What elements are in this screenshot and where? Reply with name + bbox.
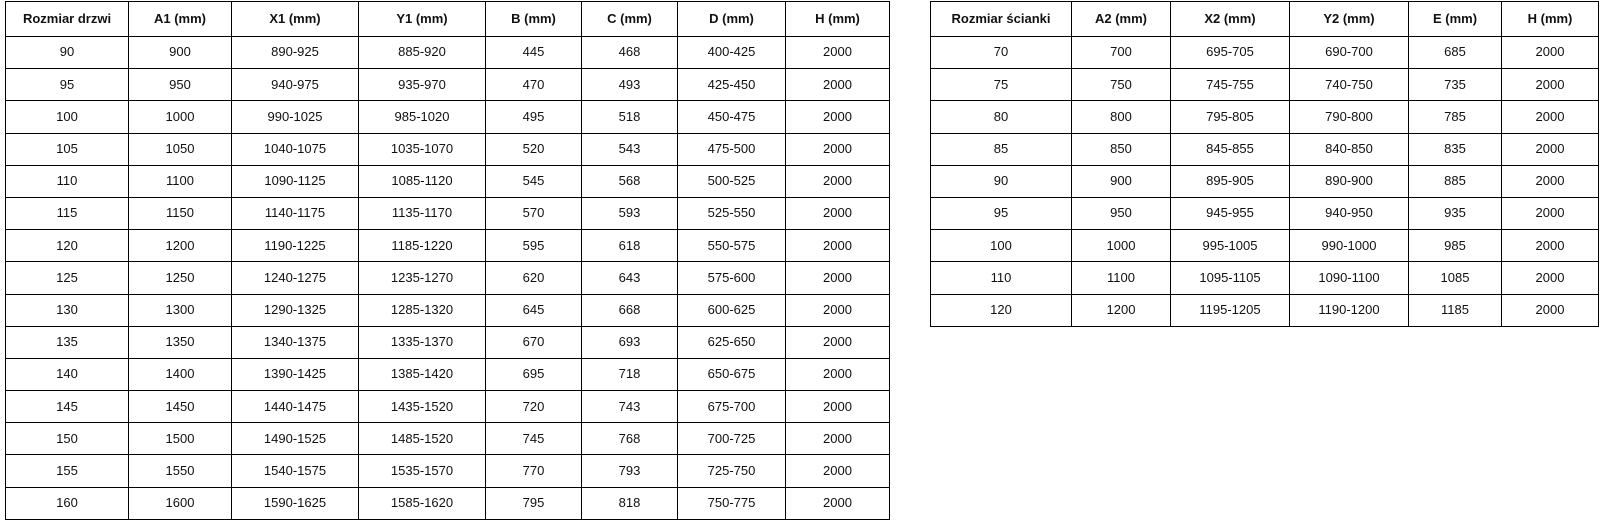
cell: 1250 (129, 262, 232, 294)
cell: 95 (6, 69, 129, 101)
table-header-row (931, 2, 1599, 37)
cell: 743 (582, 391, 678, 423)
cell: 735 (1409, 69, 1502, 101)
walls-table-header (931, 2, 1599, 37)
doors-table-body (6, 37, 890, 520)
cell: 950 (129, 69, 232, 101)
cell: 670 (486, 326, 582, 358)
cell: 885-920 (359, 37, 486, 69)
cell: 795-805 (1171, 101, 1290, 133)
cell: 155 (6, 455, 129, 487)
walls-table-body (931, 37, 1599, 327)
cell: 900 (129, 37, 232, 69)
cell: 1535-1570 (359, 455, 486, 487)
cell: 740-750 (1290, 69, 1409, 101)
cell: 2000 (786, 133, 890, 165)
cell: 835 (1409, 133, 1502, 165)
cell: 1035-1070 (359, 133, 486, 165)
cell: 890-900 (1290, 165, 1409, 197)
table-row (931, 69, 1599, 101)
cell: 935 (1409, 197, 1502, 229)
cell: 495 (486, 101, 582, 133)
cell: 1285-1320 (359, 294, 486, 326)
table-row (6, 69, 890, 101)
cell: 1300 (129, 294, 232, 326)
cell: 645 (486, 294, 582, 326)
doors-table-header (6, 2, 890, 37)
cell: 2000 (1502, 294, 1599, 326)
cell: 1190-1225 (232, 230, 359, 262)
cell: 85 (931, 133, 1072, 165)
cell: 105 (6, 133, 129, 165)
cell: 745-755 (1171, 69, 1290, 101)
table-row (6, 455, 890, 487)
cell: 900 (1072, 165, 1171, 197)
cell: 1400 (129, 358, 232, 390)
cell: 1150 (129, 197, 232, 229)
cell: 1385-1420 (359, 358, 486, 390)
cell: 593 (582, 197, 678, 229)
cell: 2000 (1502, 262, 1599, 294)
cell: 940-975 (232, 69, 359, 101)
cell: 145 (6, 391, 129, 423)
cell: 75 (931, 69, 1072, 101)
cell: 450-475 (678, 101, 786, 133)
cell: 2000 (786, 294, 890, 326)
cell: 1450 (129, 391, 232, 423)
cell: 2000 (786, 165, 890, 197)
cell: 1090-1100 (1290, 262, 1409, 294)
cell: 1435-1520 (359, 391, 486, 423)
cell: 1290-1325 (232, 294, 359, 326)
cell: 1440-1475 (232, 391, 359, 423)
cell: 1585-1620 (359, 487, 486, 519)
cell: 620 (486, 262, 582, 294)
column-header-x2: X2 (mm) (1171, 2, 1290, 37)
cell: 1040-1075 (232, 133, 359, 165)
cell: 493 (582, 69, 678, 101)
cell: 750 (1072, 69, 1171, 101)
cell: 1100 (1072, 262, 1171, 294)
cell: 718 (582, 358, 678, 390)
cell: 700 (1072, 37, 1171, 69)
cell: 1600 (129, 487, 232, 519)
cell: 140 (6, 358, 129, 390)
walls-dimensions-table (930, 1, 1599, 327)
cell: 1000 (1072, 230, 1171, 262)
cell: 795 (486, 487, 582, 519)
cell: 95 (931, 197, 1072, 229)
table-row (6, 294, 890, 326)
cell: 575-600 (678, 262, 786, 294)
cell: 1050 (129, 133, 232, 165)
cell: 543 (582, 133, 678, 165)
table-header-row (6, 2, 890, 37)
cell: 618 (582, 230, 678, 262)
cell: 120 (6, 230, 129, 262)
cell: 1335-1370 (359, 326, 486, 358)
column-header-rozmiar-drzwi: Rozmiar drzwi (6, 2, 129, 37)
cell: 1190-1200 (1290, 294, 1409, 326)
cell: 2000 (786, 37, 890, 69)
cell: 935-970 (359, 69, 486, 101)
cell: 840-850 (1290, 133, 1409, 165)
cell: 2000 (786, 358, 890, 390)
column-header-d: D (mm) (678, 2, 786, 37)
cell: 720 (486, 391, 582, 423)
cell: 1085 (1409, 262, 1502, 294)
cell: 1185-1220 (359, 230, 486, 262)
cell: 130 (6, 294, 129, 326)
cell: 668 (582, 294, 678, 326)
cell: 100 (931, 230, 1072, 262)
cell: 700-725 (678, 423, 786, 455)
table-row (6, 165, 890, 197)
cell: 990-1025 (232, 101, 359, 133)
cell: 115 (6, 197, 129, 229)
cell: 550-575 (678, 230, 786, 262)
table-row (6, 391, 890, 423)
cell: 2000 (1502, 165, 1599, 197)
table-row (931, 197, 1599, 229)
table-row (931, 165, 1599, 197)
column-header-e: E (mm) (1409, 2, 1502, 37)
table-row (6, 37, 890, 69)
cell: 770 (486, 455, 582, 487)
cell: 570 (486, 197, 582, 229)
column-header-a2: A2 (mm) (1072, 2, 1171, 37)
column-header-rozmiar-scianki: Rozmiar ścianki (931, 2, 1072, 37)
cell: 2000 (786, 326, 890, 358)
cell: 945-955 (1171, 197, 1290, 229)
cell: 1000 (129, 101, 232, 133)
cell: 1235-1270 (359, 262, 486, 294)
cell: 425-450 (678, 69, 786, 101)
table-row (6, 358, 890, 390)
cell: 2000 (786, 423, 890, 455)
column-header-h: H (mm) (786, 2, 890, 37)
cell: 940-950 (1290, 197, 1409, 229)
table-row (6, 133, 890, 165)
cell: 985 (1409, 230, 1502, 262)
table-row (931, 294, 1599, 326)
cell: 990-1000 (1290, 230, 1409, 262)
cell: 135 (6, 326, 129, 358)
cell: 1340-1375 (232, 326, 359, 358)
cell: 1140-1175 (232, 197, 359, 229)
doors-dimensions-table (5, 1, 890, 520)
cell: 950 (1072, 197, 1171, 229)
cell: 2000 (786, 487, 890, 519)
cell: 475-500 (678, 133, 786, 165)
cell: 790-800 (1290, 101, 1409, 133)
cell: 750-775 (678, 487, 786, 519)
cell: 745 (486, 423, 582, 455)
column-header-y1: Y1 (mm) (359, 2, 486, 37)
cell: 125 (6, 262, 129, 294)
cell: 793 (582, 455, 678, 487)
table-row (6, 230, 890, 262)
cell: 1200 (129, 230, 232, 262)
cell: 90 (931, 165, 1072, 197)
table-row (931, 37, 1599, 69)
walls-dimensions-table-wrapper (930, 1, 1599, 327)
column-header-b: B (mm) (486, 2, 582, 37)
column-header-h: H (mm) (1502, 2, 1599, 37)
table-row (6, 262, 890, 294)
cell: 818 (582, 487, 678, 519)
cell: 695 (486, 358, 582, 390)
cell: 985-1020 (359, 101, 486, 133)
cell: 643 (582, 262, 678, 294)
table-row (6, 423, 890, 455)
column-header-a1: A1 (mm) (129, 2, 232, 37)
cell: 650-675 (678, 358, 786, 390)
cell: 1350 (129, 326, 232, 358)
cell: 1095-1105 (1171, 262, 1290, 294)
cell: 160 (6, 487, 129, 519)
table-row (6, 101, 890, 133)
cell: 685 (1409, 37, 1502, 69)
cell: 2000 (786, 230, 890, 262)
cell: 2000 (1502, 230, 1599, 262)
cell: 1540-1575 (232, 455, 359, 487)
cell: 1490-1525 (232, 423, 359, 455)
cell: 2000 (1502, 69, 1599, 101)
cell: 690-700 (1290, 37, 1409, 69)
cell: 2000 (1502, 37, 1599, 69)
column-header-x1: X1 (mm) (232, 2, 359, 37)
cell: 2000 (1502, 197, 1599, 229)
cell: 600-625 (678, 294, 786, 326)
cell: 2000 (786, 262, 890, 294)
cell: 800 (1072, 101, 1171, 133)
cell: 90 (6, 37, 129, 69)
cell: 693 (582, 326, 678, 358)
table-row (931, 101, 1599, 133)
cell: 568 (582, 165, 678, 197)
cell: 675-700 (678, 391, 786, 423)
cell: 695-705 (1171, 37, 1290, 69)
cell: 2000 (786, 391, 890, 423)
table-row (931, 262, 1599, 294)
cell: 100 (6, 101, 129, 133)
cell: 2000 (786, 69, 890, 101)
cell: 995-1005 (1171, 230, 1290, 262)
cell: 2000 (1502, 133, 1599, 165)
cell: 110 (6, 165, 129, 197)
cell: 80 (931, 101, 1072, 133)
cell: 845-855 (1171, 133, 1290, 165)
cell: 468 (582, 37, 678, 69)
cell: 885 (1409, 165, 1502, 197)
cell: 110 (931, 262, 1072, 294)
column-header-c: C (mm) (582, 2, 678, 37)
cell: 895-905 (1171, 165, 1290, 197)
cell: 1185 (1409, 294, 1502, 326)
cell: 1590-1625 (232, 487, 359, 519)
table-row (6, 326, 890, 358)
cell: 545 (486, 165, 582, 197)
table-row (6, 197, 890, 229)
cell: 120 (931, 294, 1072, 326)
doors-dimensions-table-wrapper (5, 1, 890, 520)
cell: 1240-1275 (232, 262, 359, 294)
cell: 890-925 (232, 37, 359, 69)
cell: 2000 (786, 455, 890, 487)
cell: 725-750 (678, 455, 786, 487)
table-row (931, 133, 1599, 165)
table-row (931, 230, 1599, 262)
cell: 70 (931, 37, 1072, 69)
cell: 2000 (786, 197, 890, 229)
cell: 2000 (786, 101, 890, 133)
cell: 595 (486, 230, 582, 262)
cell: 1550 (129, 455, 232, 487)
cell: 1195-1205 (1171, 294, 1290, 326)
cell: 520 (486, 133, 582, 165)
cell: 470 (486, 69, 582, 101)
cell: 1485-1520 (359, 423, 486, 455)
cell: 768 (582, 423, 678, 455)
cell: 1100 (129, 165, 232, 197)
cell: 150 (6, 423, 129, 455)
cell: 1090-1125 (232, 165, 359, 197)
cell: 1500 (129, 423, 232, 455)
cell: 785 (1409, 101, 1502, 133)
table-row (6, 487, 890, 519)
cell: 625-650 (678, 326, 786, 358)
cell: 400-425 (678, 37, 786, 69)
cell: 1200 (1072, 294, 1171, 326)
cell: 525-550 (678, 197, 786, 229)
cell: 1085-1120 (359, 165, 486, 197)
column-header-y2: Y2 (mm) (1290, 2, 1409, 37)
cell: 500-525 (678, 165, 786, 197)
cell: 1135-1170 (359, 197, 486, 229)
cell: 445 (486, 37, 582, 69)
cell: 850 (1072, 133, 1171, 165)
cell: 1390-1425 (232, 358, 359, 390)
cell: 2000 (1502, 101, 1599, 133)
cell: 518 (582, 101, 678, 133)
